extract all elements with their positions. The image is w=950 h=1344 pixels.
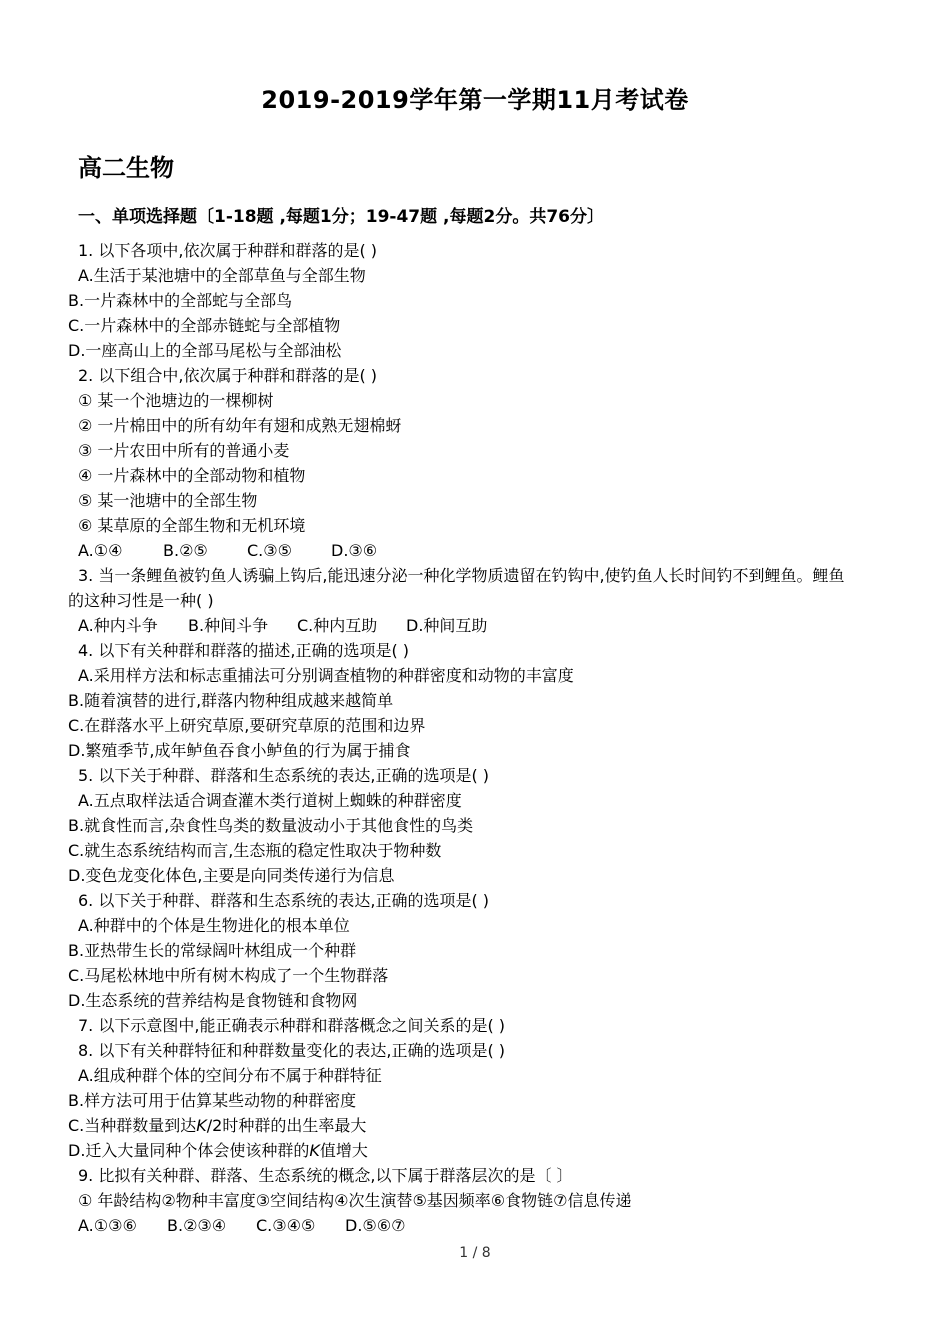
page-number: 1 / 8 — [459, 1245, 491, 1261]
question-9-option-a: A.①③⑥ — [78, 1216, 137, 1235]
question-2-item-3: ③ 一片农田中所有的普通小麦 — [78, 441, 290, 460]
question-8-option-d — [0, 1138, 950, 1163]
question-4-option-b: B.随着演替的进行,群落内物种组成越来越简单 — [68, 691, 394, 710]
question-2-option-a: A.①④ — [78, 541, 123, 560]
question-5-stem: 5. 以下关于种群、群落和生态系统的表达,正确的选项是( ) — [78, 766, 490, 785]
question-5-option-d: D.变色龙变化体色,主要是向同类传递行为信息 — [68, 866, 395, 885]
question-3-option-d: D.种间互助 — [406, 616, 488, 635]
question-2-item-2: ② 一片棉田中的所有幼年有翅和成熟无翅棉蚜 — [78, 416, 402, 435]
k-symbol: K — [309, 1141, 320, 1160]
question-3-option-b: B.种间斗争 — [188, 616, 269, 635]
question-6-option-b: B.亚热带生长的常绿阔叶林组成一个种群 — [68, 941, 357, 960]
question-3-option-a: A.种内斗争 — [78, 616, 158, 635]
question-1-option-a: A.生活于某池塘中的全部草鱼与全部生物 — [78, 266, 366, 285]
question-3-stem-line-1: 3. 当一条鲤鱼被钓鱼人诱骗上钩后,能迅速分泌一种化学物质遗留在钓钩中,使钓鱼人长时间钓不到鲤鱼。鲤鱼 — [78, 566, 845, 585]
question-2-options — [0, 538, 950, 563]
question-9-items: ① 年龄结构②物种丰富度③空间结构④次生演替⑤基因频率⑥食物链⑦信息传递 — [78, 1191, 632, 1210]
question-2-stem: 2. 以下组合中,依次属于种群和群落的是( ) — [78, 366, 378, 385]
question-9-stem: 9. 比拟有关种群、群落、生态系统的概念,以下属于群落层次的是〔 〕 — [78, 1166, 573, 1185]
question-3-options — [0, 613, 950, 638]
option-text: 值增大 — [319, 1141, 368, 1160]
question-5-option-c: C.就生态系统结构而言,生态瓶的稳定性取决于物种数 — [68, 841, 442, 860]
subject-heading: 高二生物 — [78, 154, 174, 182]
question-9-option-d: D.⑤⑥⑦ — [345, 1216, 406, 1235]
question-2-item-5: ⑤ 某一池塘中的全部生物 — [78, 491, 258, 510]
question-6-option-a: A.种群中的个体是生物进化的根本单位 — [78, 916, 350, 935]
question-2-item-6: ⑥ 某草原的全部生物和无机环境 — [78, 516, 306, 535]
option-text: /2时种群的出生率最大 — [206, 1116, 367, 1135]
question-9-options — [0, 1213, 950, 1238]
question-6-stem: 6. 以下关于种群、群落和生态系统的表达,正确的选项是( ) — [78, 891, 490, 910]
question-2-item-4: ④ 一片森林中的全部动物和植物 — [78, 466, 306, 485]
question-list — [0, 238, 950, 1238]
question-4-option-d: D.繁殖季节,成年鲈鱼吞食小鲈鱼的行为属于捕食 — [68, 741, 411, 760]
question-9-option-c: C.③④⑤ — [256, 1216, 316, 1235]
question-6-option-d: D.生态系统的营养结构是食物链和食物网 — [68, 991, 358, 1010]
page-title: 2019-2019学年第一学期11月考试卷 — [261, 86, 689, 114]
question-3-option-c: C.种内互助 — [297, 616, 378, 635]
question-5-option-b: B.就食性而言,杂食性鸟类的数量波动小于其他食性的鸟类 — [68, 816, 474, 835]
question-8-option-b: B.样方法可用于估算某些动物的种群密度 — [68, 1091, 357, 1110]
question-2-option-b: B.②⑤ — [163, 541, 208, 560]
question-8-option-c — [0, 1113, 950, 1138]
option-text: D.迁入大量同种个体会使该种群的 — [68, 1141, 310, 1160]
question-2-item-1: ① 某一个池塘边的一棵柳树 — [78, 391, 274, 410]
question-4-stem: 4. 以下有关种群和群落的描述,正确的选项是( ) — [78, 641, 410, 660]
question-9-option-b: B.②③④ — [167, 1216, 227, 1235]
question-4-option-a: A.采用样方法和标志重捕法可分别调查植物的种群密度和动物的丰富度 — [78, 666, 574, 685]
section-heading: 一、单项选择题〔1-18题 ,每题1分；19-47题 ,每题2分。共76分〕 — [78, 207, 604, 227]
question-6-option-c: C.马尾松林地中所有树木构成了一个生物群落 — [68, 966, 389, 985]
question-4-option-c: C.在群落水平上研究草原,要研究草原的范围和边界 — [68, 716, 426, 735]
question-1-stem: 1. 以下各项中,依次属于种群和群落的是( ) — [78, 241, 378, 260]
question-5-option-a: A.五点取样法适合调查灌木类行道树上蜘蛛的种群密度 — [78, 791, 462, 810]
question-7-stem: 7. 以下示意图中,能正确表示种群和群落概念之间关系的是( ) — [78, 1016, 506, 1035]
question-2-option-c: C.③⑤ — [247, 541, 292, 560]
question-8-stem: 8. 以下有关种群特征和种群数量变化的表达,正确的选项是( ) — [78, 1041, 506, 1060]
question-1-option-b: B.一片森林中的全部蛇与全部鸟 — [68, 291, 293, 310]
question-8-option-a: A.组成种群个体的空间分布不属于种群特征 — [78, 1066, 382, 1085]
question-1-option-d: D.一座高山上的全部马尾松与全部油松 — [68, 341, 342, 360]
k-symbol: K — [196, 1116, 207, 1135]
question-3-stem-line-2: 的这种习性是一种( ) — [68, 591, 214, 610]
question-2-option-d: D.③⑥ — [331, 541, 378, 560]
option-text: C.当种群数量到达 — [68, 1116, 197, 1135]
question-1-option-c: C.一片森林中的全部赤链蛇与全部植物 — [68, 316, 341, 335]
